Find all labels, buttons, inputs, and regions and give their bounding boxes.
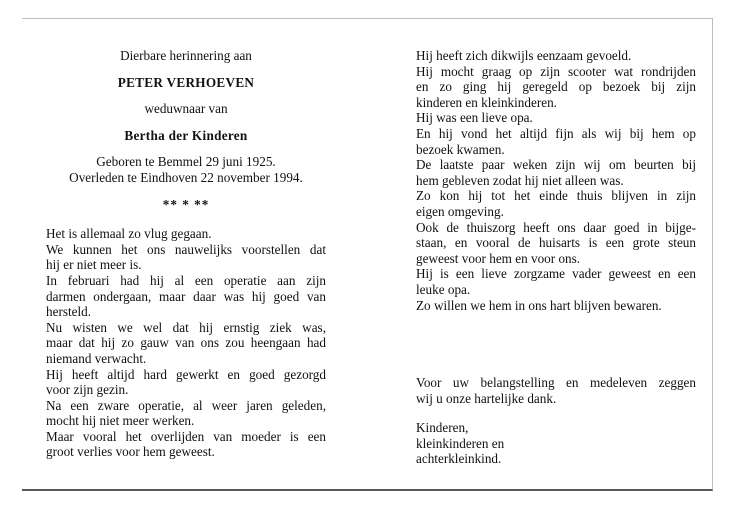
text-line: Maar vooral het overlijden van moeder is een xyxy=(46,428,326,444)
text-line: hersteld. xyxy=(46,304,92,320)
text-line: Hij is een lieve zorgzame vader geweest en een xyxy=(416,266,696,282)
relation-text: weduwnaar van xyxy=(144,101,228,117)
text-line: In februari had hij al een operatie aan zijn xyxy=(46,272,326,288)
text-line: Hij heeft zich dikwijls eenzaam gevoeld. xyxy=(416,48,632,63)
text-line: en zo ging hij geregeld op bezoek bij zijn xyxy=(416,79,696,95)
text-line: darmen ondergaan, maar daar was hij goed van xyxy=(46,288,326,304)
intro-text: Dierbare herinnering aan xyxy=(120,48,252,63)
thanks-text xyxy=(416,375,696,406)
text-line: kinderen en kleinkinderen. xyxy=(416,94,557,110)
text-line: hij er niet meer is. xyxy=(46,257,142,273)
text-line: niemand verwacht. xyxy=(46,350,147,366)
text-line: bezoek kwamen. xyxy=(416,141,505,157)
header-block xyxy=(46,48,326,212)
signature-line: kleinkinderen en xyxy=(416,435,505,451)
thanks-line: wij u onze hartelijke dank. xyxy=(416,390,557,406)
text-line: Hij heeft altijd hard gewerkt en goed gezorgd xyxy=(46,366,326,382)
spouse-name: Bertha der Kinderen xyxy=(124,127,248,143)
text-line: Zo kon hij tot het einde thuis blijven in zijn xyxy=(416,188,696,204)
text-line: leuke opa. xyxy=(416,281,471,297)
text-line: Zo willen we hem in ons hart blijven bewaren. xyxy=(416,297,662,313)
text-line: mocht hij niet meer werken. xyxy=(46,413,195,429)
left-body-text xyxy=(46,226,326,460)
text-line: We kunnen het ons nauwelijks voorstellen dat xyxy=(46,241,326,257)
text-line: hem gebleven zodat hij niet alleen was. xyxy=(416,172,624,188)
text-line: Nu wisten we wel dat hij ernstig ziek was, xyxy=(46,319,326,335)
birth-line: Geboren te Bemmel 29 juni 1925. xyxy=(96,154,276,170)
separator-stars: ** * ** xyxy=(162,196,210,212)
text-line: Het is allemaal zo vlug gegaan. xyxy=(46,226,212,242)
text-line: Na een zware operatie, al weer jaren geleden, xyxy=(46,397,326,413)
signature-block xyxy=(416,420,696,467)
signature-line: achterkleinkind. xyxy=(416,451,502,467)
deceased-name: PETER VERHOEVEN xyxy=(117,74,255,90)
text-line: geweest voor hem en voor ons. xyxy=(416,250,581,266)
signature-line: Kinderen, xyxy=(416,420,469,436)
text-line: Ook de thuiszorg heeft ons daar goed in bijge- xyxy=(416,219,696,235)
right-body-text xyxy=(416,48,696,313)
text-line: staan, en vooral de huisarts is een grote steun xyxy=(416,235,696,251)
text-line: En hij vond het altijd fijn als wij bij hem op xyxy=(416,125,696,141)
left-column xyxy=(46,48,326,460)
text-line: eigen omgeving. xyxy=(416,203,504,219)
thanks-line: Voor uw belangstelling en medeleven zeggen xyxy=(416,375,696,391)
text-line: Hij was een lieve opa. xyxy=(416,110,533,126)
text-line: Hij mocht graag op zijn scooter wat rondrijden xyxy=(416,63,696,79)
text-line: De laatste paar weken zijn wij om beurten bij xyxy=(416,157,696,173)
text-line: voor zijn gezin. xyxy=(46,382,129,398)
text-line: groot verlies voor hem geweest. xyxy=(46,444,215,460)
text-line: maar dat hij zo gauw van ons zou heengaan had xyxy=(46,335,326,351)
death-line: Overleden te Eindhoven 22 november 1994. xyxy=(69,169,303,185)
right-column xyxy=(416,48,696,467)
